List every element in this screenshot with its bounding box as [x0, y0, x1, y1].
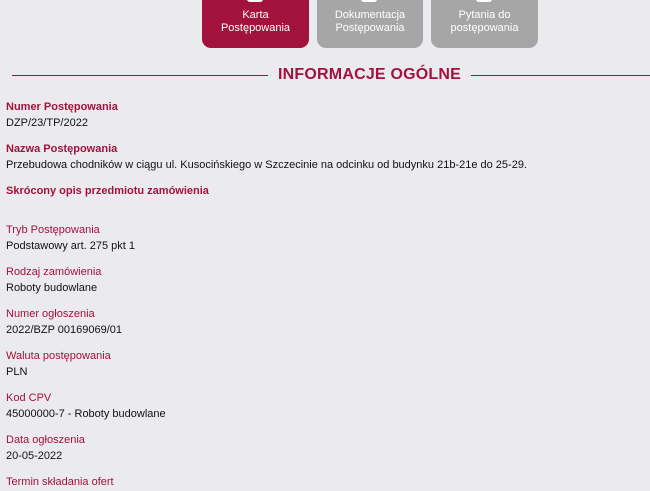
- field-rodzaj-zamowienia: [6, 265, 101, 295]
- field-label: Data ogłoszenia: [6, 434, 85, 446]
- field-label: Tryb Postępowania: [6, 224, 100, 236]
- tab-label-line2: Postępowania: [335, 22, 405, 34]
- field-label: Numer Postępowania: [6, 101, 118, 113]
- field-value: Podstawowy art. 275 pkt 1: [6, 240, 136, 252]
- field-label: Numer ogłoszenia: [6, 308, 95, 320]
- tab-label-line2: postępowania: [450, 22, 519, 34]
- section-title: INFORMACJE OGÓLNE: [278, 66, 461, 83]
- section-heading: [0, 64, 650, 88]
- tab-label-line1: Karta: [242, 9, 269, 21]
- field-termin-skladania-ofert: [6, 475, 114, 491]
- tab-pytania-do-postepowania[interactable]: [431, 0, 538, 48]
- tab-bar: [0, 0, 650, 48]
- field-kod-cpv: [6, 391, 166, 421]
- field-skrocony-opis: [6, 184, 209, 200]
- field-label: Rodzaj zamówienia: [6, 266, 102, 278]
- field-label: Skrócony opis przedmiotu zamówienia: [6, 185, 209, 197]
- field-value: PLN: [6, 366, 28, 378]
- field-label: Termin składania ofert: [6, 476, 114, 488]
- field-value: Przebudowa chodników w ciągu ul. Kusocińskiego w Szczecinie na odcinku od budynku 21b-21e do 25-29.: [6, 159, 527, 171]
- field-label: Waluta postępowania: [6, 350, 111, 362]
- field-value: DZP/23/TP/2022: [6, 117, 88, 129]
- tab-karta-postepowania[interactable]: [202, 0, 309, 48]
- field-value: 2022/BZP 00169069/01: [6, 324, 123, 336]
- field-waluta-postepowania: [6, 349, 111, 379]
- field-value: 45000000-7 - Roboty budowlane: [6, 408, 166, 420]
- divider-left: [12, 75, 268, 76]
- divider-right: [471, 75, 650, 76]
- field-numer-ogloszenia: [6, 307, 122, 337]
- question-icon: [476, 0, 492, 2]
- document-icon: [247, 0, 263, 2]
- tab-label-line1: Pytania do: [458, 9, 511, 21]
- field-value: Roboty budowlane: [6, 282, 98, 294]
- folder-icon: [361, 0, 377, 2]
- field-numer-postepowania: [6, 100, 118, 130]
- tab-dokumentacja-postepowania[interactable]: [317, 0, 423, 48]
- tab-label-line1: Dokumentacja: [334, 9, 406, 21]
- field-nazwa-postepowania: [6, 142, 527, 172]
- field-label: Kod CPV: [6, 392, 52, 404]
- field-value: 20-05-2022: [6, 450, 63, 462]
- field-data-ogloszenia: [6, 433, 85, 463]
- field-tryb-postepowania: [6, 223, 135, 253]
- tab-label-line2: Postępowania: [220, 22, 291, 34]
- field-label: Nazwa Postępowania: [6, 143, 118, 155]
